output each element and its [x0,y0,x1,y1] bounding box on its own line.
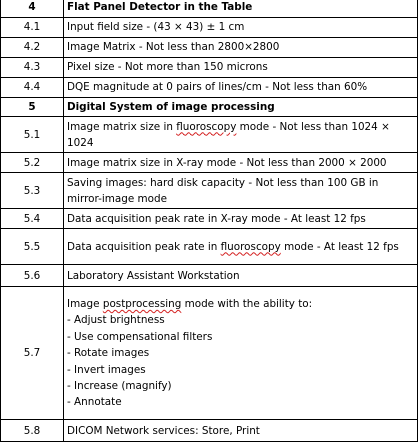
feature-item: - Rotate images [67,347,150,360]
item-description: DQE magnitude at 0 pairs of lines/cm - Not less than 60% [64,78,418,98]
spellcheck-word: fluoroscopy [176,120,237,133]
item-description: Pixel size - Not more than 150 microns [64,58,418,78]
table-row [1,153,418,173]
item-number: 5.8 [1,420,64,442]
table-row [1,117,418,153]
section-heading: Flat Panel Detector in the Table [64,0,418,18]
feature-item: - Invert images [67,363,146,376]
item-number: 4.4 [1,78,64,98]
text-segment: Image [67,297,103,310]
item-number: 4.1 [1,18,64,38]
spellcheck-word: postprocessing [102,297,182,310]
item-description: DICOM Network services: Store, Print [64,420,418,442]
table-row [1,38,418,58]
table-row-section-5 [1,98,418,117]
table-row-section-4 [1,0,418,18]
item-number: 5.4 [1,209,64,229]
feature-item: - Increase (magnify) [67,380,172,393]
item-number: 5.5 [1,229,64,265]
table-row [1,287,418,420]
item-number: 5.7 [1,287,64,420]
item-description [64,287,418,420]
item-number: 4 [1,0,64,18]
text-segment: mode - At least 12 fps [280,240,399,253]
text-segment: Data acquisition peak rate in [67,240,221,253]
item-number: 5 [1,98,64,117]
table-row [1,420,418,442]
feature-intro [67,296,414,312]
item-number: 5.1 [1,117,64,153]
section-heading: Digital System of image processing [64,98,418,117]
item-number: 4.3 [1,58,64,78]
item-description: Data acquisition peak rate in X-ray mode - At least 12 fps [64,209,418,229]
table-row [1,229,418,265]
item-description: Image matrix size in X-ray mode - Not less than 2000 × 2000 [64,153,418,173]
item-number: 5.2 [1,153,64,173]
item-description [64,229,418,265]
table-row [1,173,418,209]
table-row [1,209,418,229]
text-segment: Image matrix size in [67,120,177,133]
item-number: 5.3 [1,173,64,209]
feature-item: - Annotate [67,396,122,409]
text-segment: mode with the ability to: [181,297,313,310]
feature-item: - Use compensational filters [67,330,213,343]
table-row [1,265,418,287]
spellcheck-word: fluoroscopy [220,240,281,253]
table-row [1,58,418,78]
item-description: Input field size - (43 × 43) ± 1 cm [64,18,418,38]
item-number: 4.2 [1,38,64,58]
item-description: Saving images: hard disk capacity - Not less than 100 GB in mirror-image mode [64,173,418,209]
item-description [64,117,418,153]
feature-item: - Adjust brightness [67,314,165,327]
item-description: Image Matrix - Not less than 2800×2800 [64,38,418,58]
table-row [1,18,418,38]
item-description: Laboratory Assistant Workstation [64,265,418,287]
item-number: 5.6 [1,265,64,287]
text-segment: mode - Not less than 1024 × 1024 [67,120,390,149]
table-row [1,78,418,98]
